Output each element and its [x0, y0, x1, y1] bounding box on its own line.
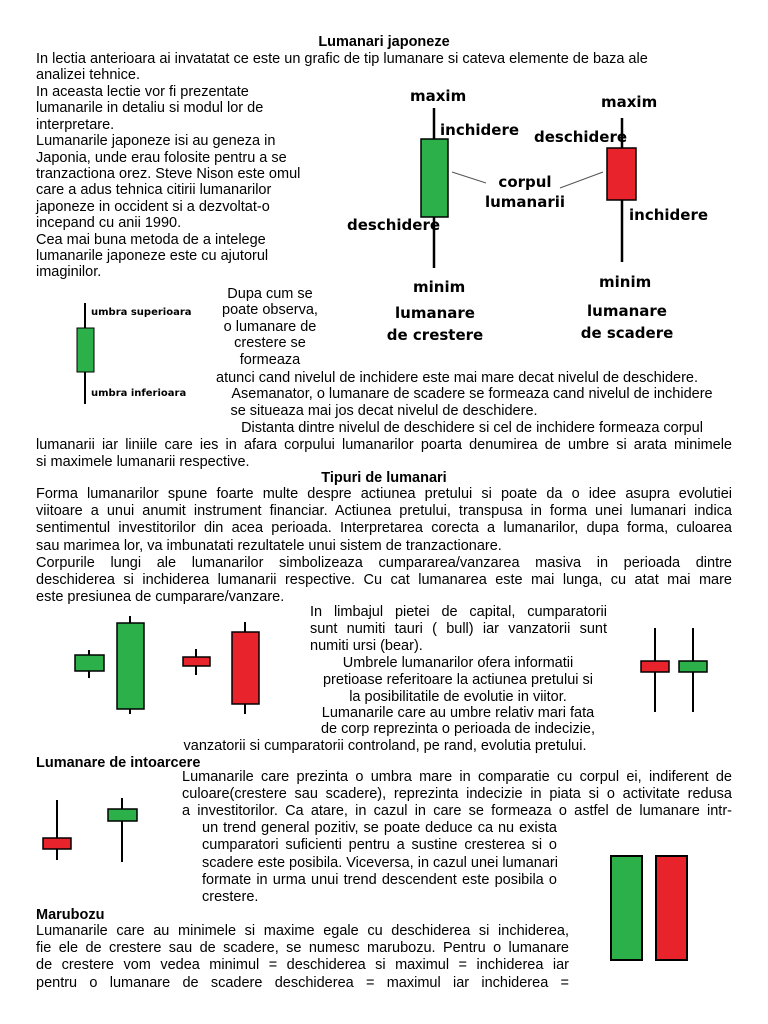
inchidere-label: inchidere	[440, 121, 520, 139]
text-line: Cea mai buna metoda de a intelege	[36, 231, 266, 248]
text-line: sau marimea lor, va imbunatati rezultatele unui sistem de tranzactionare.	[36, 537, 502, 554]
deschidere-label: deschidere	[534, 128, 628, 146]
text-line: este presiunea de cumparare/vanzare.	[36, 589, 285, 606]
text-line: Lumanarile japoneze isi au geneza in	[36, 133, 276, 150]
text-line: sentimentul investitorilor din acea perioada. Interpretarea corecta a lumanarilor, dupa forma, culoarea	[36, 520, 732, 537]
bullish-caption: lumanare	[395, 304, 475, 322]
text-line: In aceasta lectie vor fi prezentate	[36, 84, 249, 100]
intro-line: analizei tehnice.	[36, 67, 140, 83]
intro-line: In lectia anterioara ai invatatat ce este un grafic de tip lumanare si cateva elemente de baza ale	[36, 51, 648, 67]
section-heading: Tipuri de lumanari	[321, 470, 447, 486]
text-line: lumanarile in detaliu si modul lor de	[36, 100, 264, 117]
text-line: Japonia, unde erau folosite pentru a se	[36, 149, 287, 166]
text-line: Umbrele lumanarilor ofera informatii	[342, 655, 574, 671]
text-line: Lumanarile care au umbre relativ mari fata	[321, 705, 595, 721]
text-line: lumanarii iar liniile care ies in afara corpului lumanarilor poarta denumirea de umbre si arata minimele	[36, 437, 732, 453]
section-heading: Lumanare de intoarcere	[36, 755, 201, 771]
inchidere-label: inchidere	[629, 206, 709, 224]
body-label: lumanarii	[484, 193, 566, 211]
text-line: Distanta dintre nivelul de deschidere si cel de inchidere formeaza corpul	[241, 420, 703, 436]
section-heading: Marubozu	[36, 907, 105, 923]
page-title: Lumanari japoneze	[318, 34, 450, 50]
lower-shadow-label: umbra inferioara	[91, 388, 187, 399]
text-line: cumparatori suficienti pentru a sustine cresterea si o	[202, 837, 557, 854]
text-line: imaginilor.	[36, 264, 102, 281]
bearish-caption: de scadere	[580, 324, 674, 342]
text-line: japoneze in occident si a dezvoltat-o	[36, 198, 270, 215]
deschidere-label: deschidere	[347, 216, 441, 234]
text-line: scadere este posibila. Viceversa, in cazul unei lumanari	[202, 854, 558, 871]
text-line: lumanarile japoneze este cu ajutorul	[36, 248, 269, 264]
text-line: fie ele de crestere sau de scadere, se numesc marubozu. Pentru o lumanare	[36, 940, 569, 957]
text-line: sunt numiti tauri ( bull) iar vanzatorii sunt	[310, 621, 607, 637]
text-line: interpretare.	[36, 116, 115, 133]
text-line: crestere se	[234, 335, 306, 352]
text-line: formeaza	[239, 351, 301, 368]
maxim-label: maxim	[601, 93, 658, 111]
text-line: un trend general pozitiv, se poate deduce ca nu exista	[202, 820, 557, 837]
text-line: viitoare a unui anumit instrument financiar. Actiunea pretului, transpusa in forma unei lumanari indica	[36, 503, 732, 520]
text-line: atunci cand nivelul de inchidere este mai mare decat nivelul de deschidere.	[216, 370, 699, 386]
text-line: pretioase referitoare la actiunea pretului si	[322, 672, 593, 688]
text-line: Forma lumanarilor spune foarte multe despre actiunea pretului si poate da o idee asupra evolutiei	[36, 486, 732, 502]
text-line: Asemanator, o lumanare de scadere se formeaza cand nivelul de inchidere	[231, 386, 713, 402]
text-line: In limbajul pietei de capital, cumparatorii	[310, 604, 607, 620]
text-line: crestere.	[202, 888, 259, 905]
text-line: a investitorilor. Ca atare, in cazul in care se formeaza o astfel de lumanare intr-	[182, 803, 732, 820]
text-line: tranzactiona orez. Steve Nison este omul	[36, 166, 301, 182]
text-line: culoare(crestere sau scadere), reprezinta indecizie in piata si o activitate redusa	[182, 786, 732, 803]
maxim-label: maxim	[410, 87, 467, 105]
text-line: vanzatorii si cumparatorii controland, pe rand, evolutia pretului.	[183, 738, 587, 754]
text-line: incepand cu anii 1990.	[36, 215, 182, 232]
text-line: de corp reprezinta o perioada de indecizie,	[320, 721, 596, 737]
text-line: Corpurile lungi ale lumanarilor simbolizeaza cumpararea/vanzarea masiva in perioada dintre	[36, 555, 732, 571]
text-line: de crestere vom vedea minimul = deschiderea si maximul = inchiderea iar	[36, 957, 569, 974]
text-line: formate in urma unui trend descendent este posibila o	[202, 871, 557, 888]
text-line: Lumanarile care prezinta o umbra mare in comparatie cu corpul ei, indiferent de	[182, 769, 732, 785]
text-line: Dupa cum se	[227, 286, 313, 302]
text-line: la posibilitatile de evolutie in viitor.	[349, 689, 567, 705]
text-line: pentru o lumanare de scadere deschiderea = maximul iar inchiderea =	[36, 974, 569, 991]
body-label: corpul	[498, 173, 552, 191]
bullish-caption: de crestere	[386, 326, 484, 344]
bearish-caption: lumanare	[587, 302, 667, 320]
text-line: deschiderea si inchiderea lumanarii respective. Cu cat lumanarea este mai lunga, cu atat mai mare	[36, 572, 732, 589]
minim-label: minim	[599, 273, 652, 291]
upper-shadow-label: umbra superioara	[91, 307, 192, 318]
text-line: care a adus tehnica citirii lumanarilor	[36, 182, 272, 199]
text-line: si maximele lumanarii respective.	[36, 454, 250, 470]
minim-label: minim	[413, 278, 466, 296]
text-line: poate observa,	[222, 302, 318, 319]
text-line: Lumanarile care au minimele si maxime egale cu deschiderea si inchiderea,	[36, 923, 569, 939]
text-line: numiti ursi (bear).	[310, 638, 423, 654]
text-line: se situeaza mai jos decat nivelul de deschidere.	[230, 403, 538, 419]
text-line: o lumanare de	[223, 318, 317, 335]
